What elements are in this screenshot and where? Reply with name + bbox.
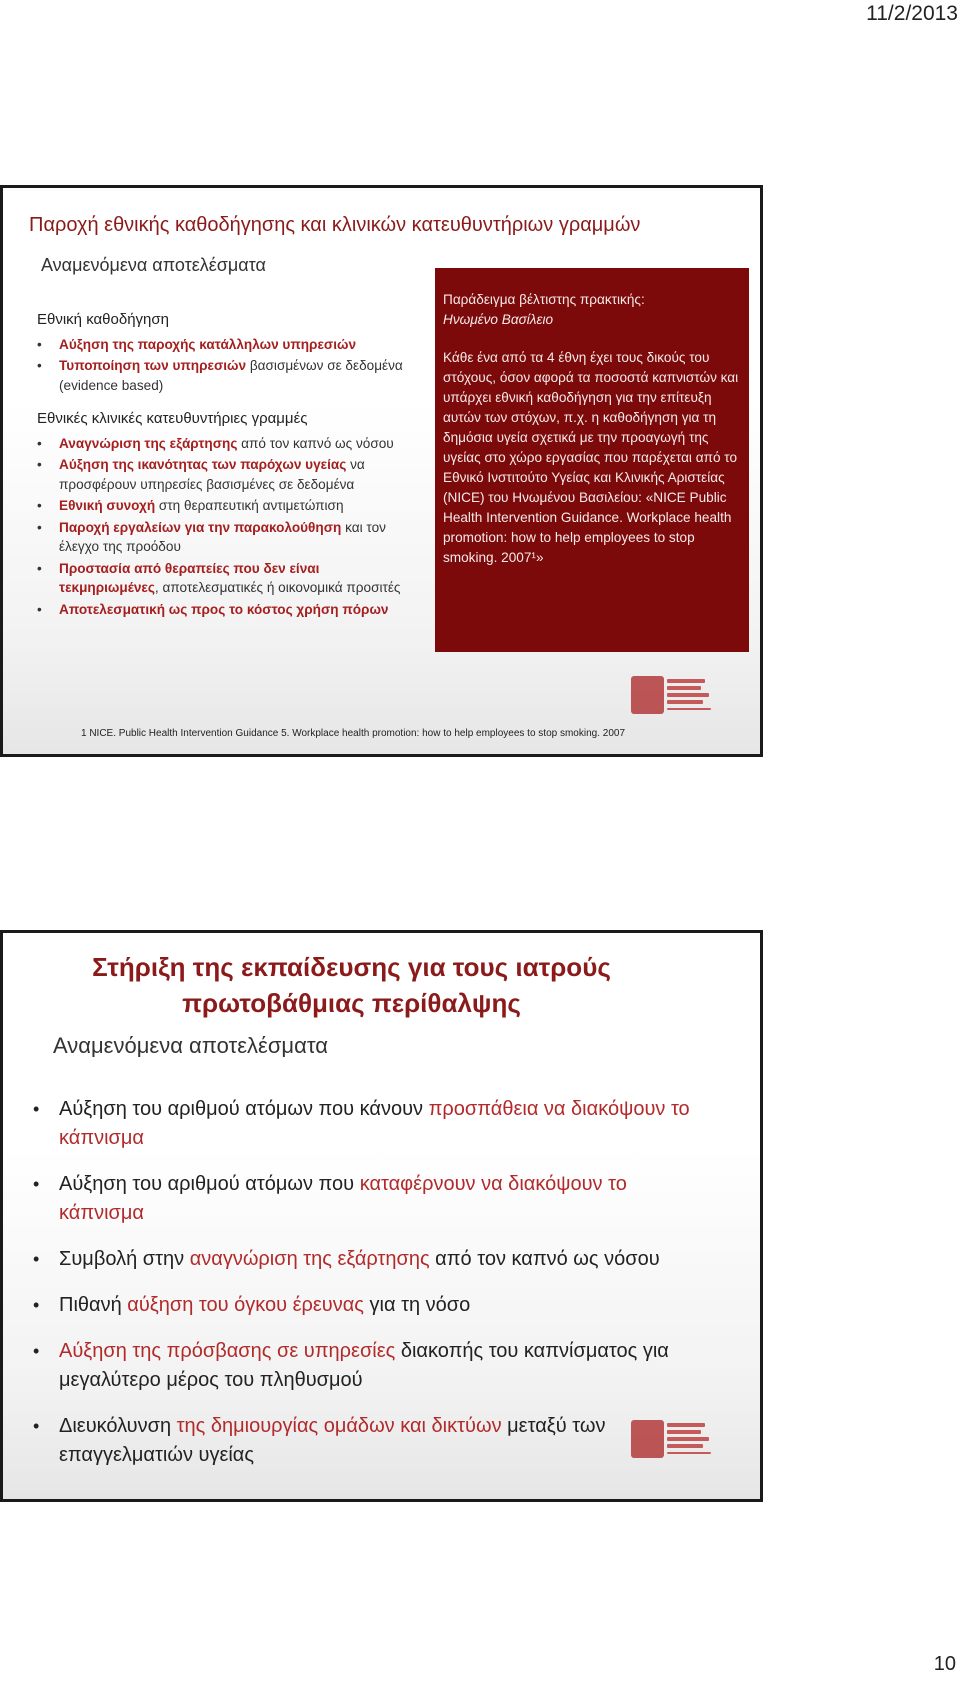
list-item bbox=[37, 356, 422, 395]
list-item bbox=[33, 1337, 713, 1395]
slide1-title: Παροχή εθνικής καθοδήγησης και κλινικών κατευθυντήριων γραμμών bbox=[29, 214, 641, 236]
list-item-text: Διευκόλυνση bbox=[59, 1415, 177, 1437]
list-item-text: Πιθανή bbox=[59, 1294, 128, 1316]
list-item-text: από τον καπνό ως νόσου bbox=[237, 435, 394, 451]
list-item-text: βασισμένων σε δεδομένα (evidence based) bbox=[59, 358, 403, 393]
page-date: 11/2/2013 bbox=[866, 2, 958, 25]
list-item-text: Προστασία από θεραπείες που δεν είναι τεκμηριωμένες bbox=[59, 560, 320, 595]
slide1-subtitle: Αναμενόμενα αποτελέσματα bbox=[41, 255, 266, 275]
list-item-text: καταφέρνουν να διακόψουν το κάπνισμα bbox=[59, 1173, 627, 1224]
list-item-text: Αύξηση της πρόσβασης σε υπηρεσίες bbox=[59, 1340, 396, 1362]
list-item bbox=[37, 335, 422, 355]
callout-body: Κάθε ένα από τα 4 έθνη έχει τους δικούς του στόχους, όσον αφορά τα ποσοστά καπνιστών και υπάρχει εθνική καθοδήγηση για την επίτευξη αυτών των στόχων, π.χ. η καθοδήγηση για τη δημόσια υγεία σχετικά με την προαγωγή της υγείας στο χώρο εργασίας που παρέχεται από το Εθνικό Ινστιτούτο Υγείας και Κλινικής Αριστείας (NICE) του Ηνωμένου Βασιλείου: «NICE Public Health Intervention Guidance. Workplace health promotion: how to help employees to stop smoking. 2007¹» bbox=[443, 350, 739, 565]
list-item-text: Αποτελεσματική ως προς το κόστος χρήση πόρων bbox=[59, 601, 389, 617]
list-item-text: για τη νόσο bbox=[363, 1294, 471, 1316]
list-item bbox=[37, 434, 422, 454]
callout-title: Παράδειγμα βέλτιστης πρακτικής: bbox=[443, 292, 645, 307]
list-item bbox=[33, 1095, 713, 1153]
list-item-text: Αύξηση της παροχής κατάλληλων υπηρεσιών bbox=[59, 336, 357, 352]
list-item-text: μεταξύ των επαγγελματιών υγείας bbox=[59, 1415, 606, 1466]
school-logo-icon bbox=[631, 1420, 716, 1460]
list-item bbox=[37, 455, 422, 494]
callout-subtitle: Ηνωμένο Βασίλειο bbox=[443, 312, 554, 327]
list-item-text: και τον έλεγχο της προόδου bbox=[59, 519, 386, 554]
list-item-text: διακοπής του καπνίσματος για μεγαλύτερο μέρος του πληθυσμού bbox=[59, 1340, 669, 1391]
list-item-text: Εθνική συνοχή bbox=[59, 498, 156, 513]
list-item-text: , αποτελεσματικές ή οικονομικά προσιτές bbox=[154, 580, 401, 595]
slide1-footnote: 1 NICE. Public Health Intervention Guidance 5. Workplace health promotion: how to help employees to stop smoking. 2007 bbox=[81, 728, 626, 739]
list-item bbox=[33, 1412, 713, 1470]
list-item-text: Τυποποίηση των υπηρεσιών bbox=[59, 358, 247, 373]
slide2-subtitle: Αναμενόμενα αποτελέσματα bbox=[53, 1033, 328, 1058]
national-guidance-list bbox=[37, 335, 422, 396]
list-item-text: από τον καπνό ως νόσου bbox=[429, 1248, 660, 1270]
list-item bbox=[33, 1170, 713, 1228]
list-item bbox=[37, 600, 422, 620]
section-national-guidance-heading: Εθνική καθοδήγηση bbox=[37, 311, 169, 328]
list-item bbox=[33, 1245, 713, 1274]
list-item-text: αναγνώριση της εξάρτησης bbox=[189, 1248, 430, 1270]
list-item-text: Αύξηση της ικανότητας των παρόχων υγείας bbox=[59, 457, 347, 472]
list-item-text: προσπάθεια να διακόψουν το κάπνισμα bbox=[59, 1098, 690, 1149]
slide2-title: Στήριξη της εκπαίδευσης για τους ιατρούς πρωτοβάθμιας περίθαλψης bbox=[92, 952, 611, 1018]
expected-outcomes-list bbox=[33, 1095, 713, 1487]
slide1-left-column bbox=[37, 310, 422, 621]
slide-national-guidance bbox=[0, 185, 763, 757]
list-item bbox=[37, 559, 422, 598]
best-practice-callout bbox=[435, 268, 749, 652]
section-clinical-guidelines-heading: Εθνικές κλινικές κατευθυντήριες γραμμές bbox=[37, 410, 308, 427]
page-number: 10 bbox=[933, 1653, 956, 1675]
list-item-text: Αύξηση του αριθμού ατόμων που κάνουν bbox=[59, 1098, 429, 1120]
slide-primary-care-education bbox=[0, 930, 763, 1502]
list-item-text: στη θεραπευτική αντιμετώπιση bbox=[155, 498, 344, 513]
list-item-text: να προσφέρουν υπηρεσίες βασισμένες σε δεδομένα bbox=[59, 457, 365, 492]
list-item bbox=[37, 496, 422, 516]
list-item-text: Αναγνώριση της εξάρτησης bbox=[59, 435, 238, 451]
list-item-text: Παροχή εργαλείων για την παρακολούθηση bbox=[59, 519, 342, 535]
list-item bbox=[33, 1291, 713, 1320]
list-item bbox=[37, 518, 422, 557]
list-item-text: αύξηση του όγκου έρευνας bbox=[127, 1294, 364, 1316]
list-item-text: Συμβολή στην bbox=[59, 1248, 190, 1270]
school-logo-icon bbox=[631, 676, 716, 716]
list-item-text: Αύξηση του αριθμού ατόμων που bbox=[59, 1173, 360, 1195]
clinical-guidelines-list bbox=[37, 434, 422, 620]
list-item-text: της δημιουργίας ομάδων και δικτύων bbox=[176, 1415, 502, 1437]
